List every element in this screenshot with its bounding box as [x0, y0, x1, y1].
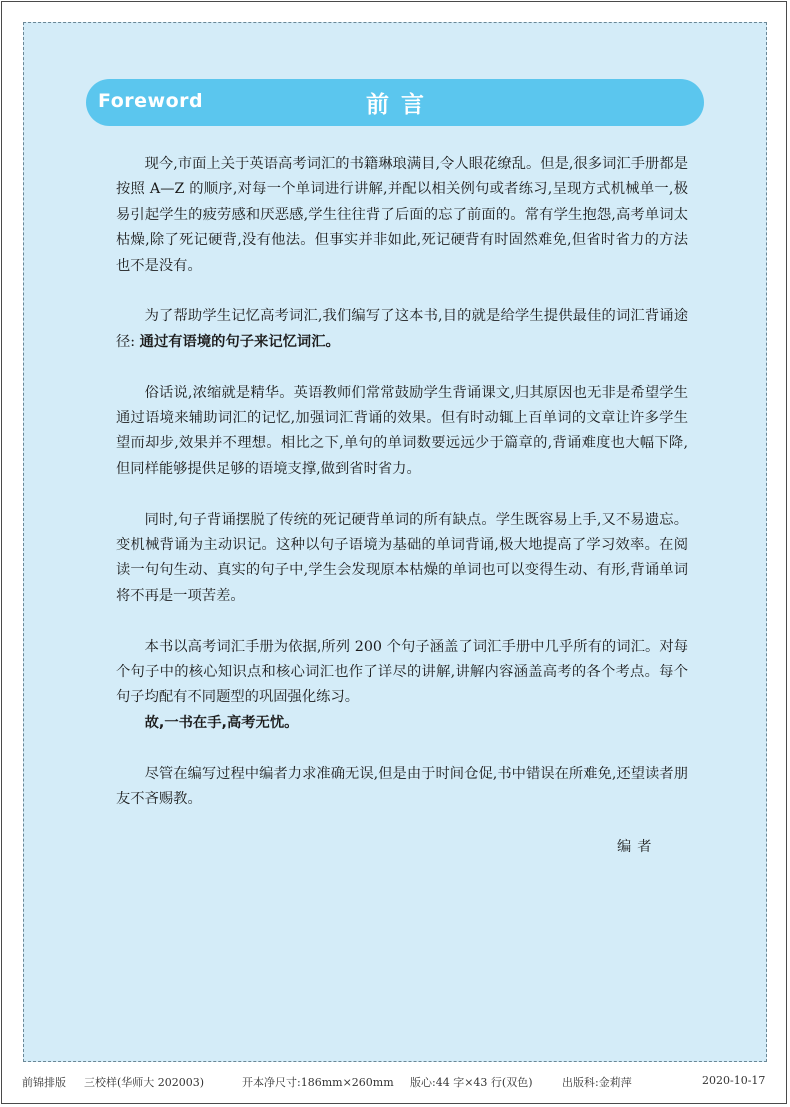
- paragraph-text: 同时,句子背诵摆脱了传统的死记硬背单词的所有缺点。学生既容易上手,又不易遗忘。变机械背诵为主动识记。这种以句子语境为基础的单词背诵,极大地提高了学习效率。在阅读一句句生动、真实的句子中,学生会发现原本枯燥的单词也可以变得生动、有形,背诵单词将不再是一项苦差。: [116, 511, 688, 604]
- paragraph-bold-text: 通过有语境的句子来记忆词汇。: [139, 333, 340, 350]
- paragraph-3: [116, 381, 688, 483]
- footer-layout: 版心:44 字×43 行(双色): [410, 1076, 533, 1089]
- foreword-body: [116, 152, 688, 812]
- footer-trim-size: 开本净尺寸:186mm×260mm: [242, 1076, 394, 1089]
- print-footer: [22, 1074, 776, 1094]
- footer-date: 2020-10-17: [702, 1074, 766, 1087]
- paragraph-1: [116, 152, 688, 279]
- footer-proof: 三校样(华师大 202003): [84, 1076, 205, 1089]
- footer-typesetter: 前锦排版: [22, 1076, 66, 1089]
- paragraph-text: 现今,市面上关于英语高考词汇的书籍琳琅满目,令人眼花缭乱。但是,很多词汇手册都是按照 A—Z 的顺序,对每一个单词进行讲解,并配以相关例句或者练习,呈现方式机械单一,极易引起学生的疲劳感和厌恶感,学生往往背了后面的忘了前面的。常有学生抱怨,高考单词太枯燥,除了死记硬背,没有他法。但事实并非如此,死记硬背有时固然难免,但省时省力的方法也不是没有。: [116, 156, 688, 274]
- paragraph-2: [116, 304, 688, 355]
- paragraph-text: 为了帮助学生记忆高考词汇,我们编写了这本书,目的就是给学生提供最佳的词汇背诵途径:: [116, 308, 688, 350]
- paragraph-7: [116, 762, 688, 813]
- footer-publisher: 出版科:金莉萍: [562, 1076, 632, 1089]
- header-title-cn: 前言: [366, 92, 436, 118]
- paragraph-text: 俗话说,浓缩就是精华。英语教师们常常鼓励学生背诵课文,归其原因也无非是希望学生通过语境来辅助词汇的记忆,加强词汇背诵的效果。但有时动辄上百单词的文章让许多学生望而却步,效果并不理想。相比之下,单句的单词数要远远少于篇章的,背诵难度也大幅下降,但同样能够提供足够的语境支撑,做到省时省力。: [116, 384, 688, 477]
- header-title-en: Foreword: [98, 90, 204, 112]
- paragraph-4: [116, 508, 688, 610]
- signature: 编者: [617, 839, 658, 855]
- paragraph-6: [116, 711, 688, 736]
- paragraph-bold-text: 故,一书在手,高考无忧。: [144, 714, 299, 731]
- paragraph-text: 本书以高考词汇手册为依据,所列 200 个句子涵盖了词汇手册中几乎所有的词汇。对每个句子中的核心知识点和核心词汇也作了详尽的讲解,讲解内容涵盖高考的各个考点。每个句子均配有不同题型的巩固强化练习。: [116, 638, 688, 706]
- paragraph-5: [116, 635, 688, 711]
- paragraph-text: 尽管在编写过程中编者力求准确无误,但是由于时间仓促,书中错误在所难免,还望读者朋友不吝赐教。: [116, 765, 688, 808]
